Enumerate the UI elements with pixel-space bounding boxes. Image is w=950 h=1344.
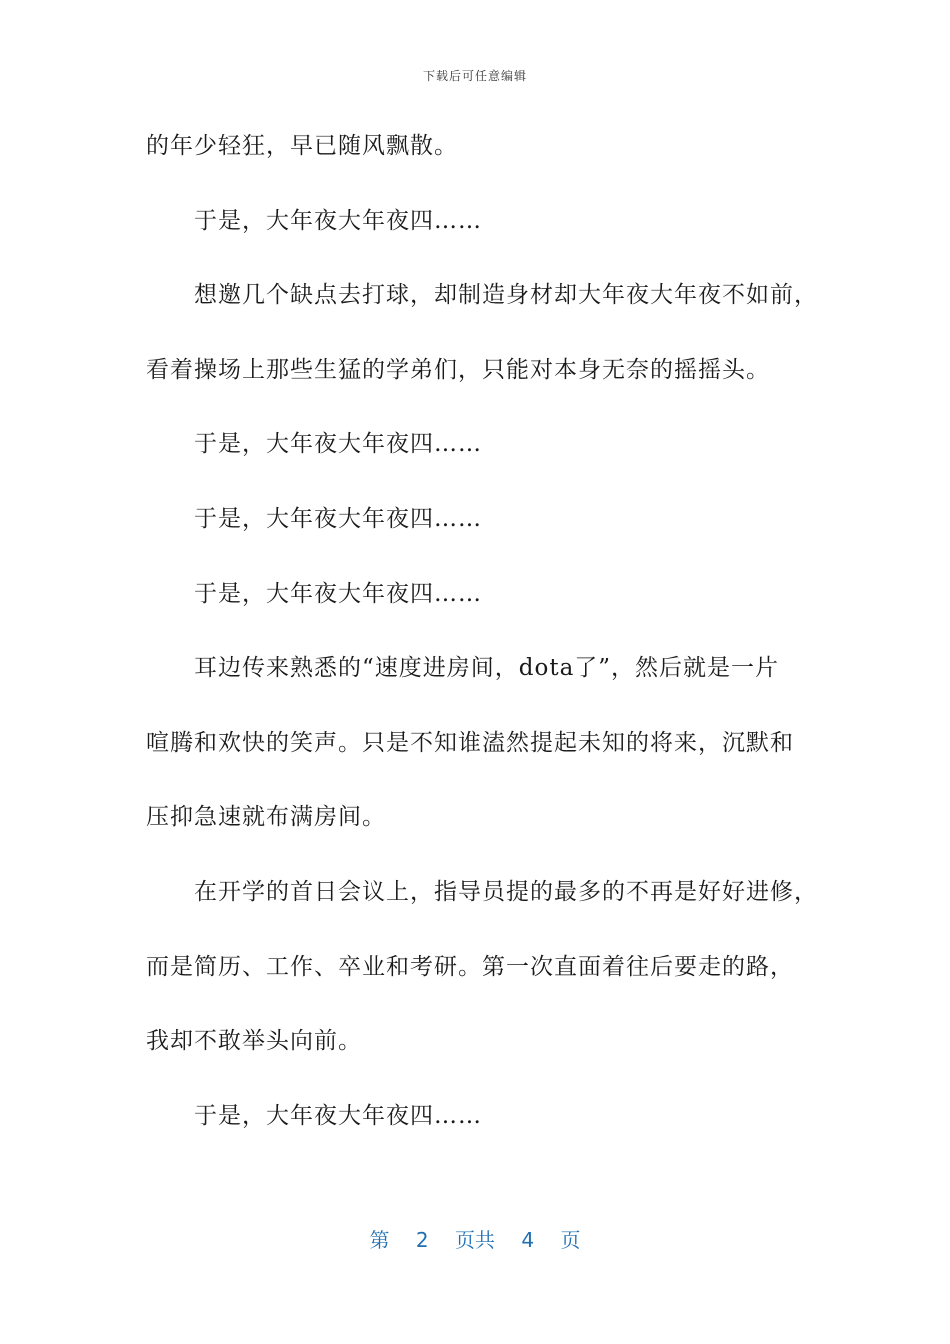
footer-middle: 页共 (455, 1228, 495, 1252)
paragraph-line-4: 看着操场上那些生猛的学弟们，只能对本身无奈的摇摇头。 (146, 356, 770, 383)
paragraph-line-5: 于是，大年夜大年夜四…… (194, 431, 482, 458)
paragraph-line-6: 于是，大年夜大年夜四…… (194, 505, 482, 532)
current-page-number: 2 (415, 1228, 429, 1252)
footer-prefix: 第 (369, 1228, 390, 1252)
paragraph-line-1: 的年少轻狂，早已随风飘散。 (146, 133, 458, 159)
footer-suffix: 页 (560, 1228, 581, 1252)
paragraph-line-10: 压抑急速就布满房间。 (146, 804, 386, 831)
page-header: 下载后可任意编辑 (422, 69, 527, 83)
paragraph-line-2: 于是，大年夜大年夜四…… (194, 207, 482, 234)
paragraph-line-12: 而是简历、工作、卒业和考研。第一次直面着往后要走的路， (146, 953, 794, 980)
paragraph-line-7: 于是，大年夜大年夜四…… (194, 580, 482, 607)
page-footer (0, 1224, 950, 1253)
paragraph-line-11: 在开学的首日会议上，指导员提的最多的不再是好好进修， (194, 878, 818, 905)
total-page-number: 4 (521, 1228, 535, 1252)
paragraph-line-8: 耳边传来熟悉的“速度进房间，dota了”，然后就是一片 (194, 655, 780, 682)
paragraph-line-3: 想邀几个缺点去打球，却制造身材却大年夜大年夜不如前， (194, 282, 818, 309)
paragraph-line-14: 于是，大年夜大年夜四…… (194, 1102, 482, 1129)
paragraph-line-13: 我却不敢举头向前。 (146, 1028, 362, 1055)
paragraph-line-9: 喧腾和欢快的笑声。只是不知谁溘然提起未知的将来，沉默和 (146, 729, 794, 756)
document-body (146, 120, 816, 1164)
